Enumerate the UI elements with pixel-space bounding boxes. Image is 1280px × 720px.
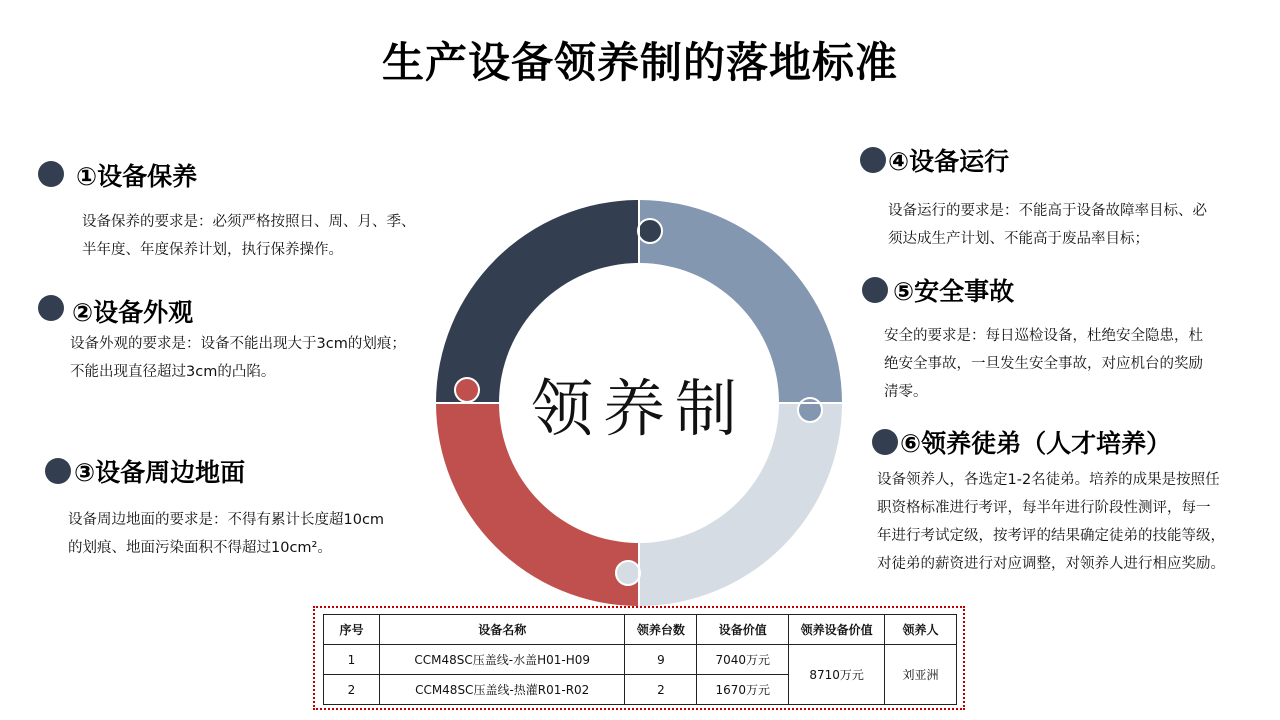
header-name: 设备名称 (379, 615, 625, 645)
cell-count: 2 (625, 675, 697, 705)
section-1-bullet (38, 161, 64, 187)
header-no: 序号 (324, 615, 380, 645)
section-6-line-2: 职资格标准进行考评，每半年进行阶段性测评，每一 (877, 500, 1211, 516)
section-2-line-2: 不能出现直径超过3cm的凸陷。 (70, 364, 276, 380)
section-5-heading: ⑤安全事故 (893, 277, 1015, 306)
section-6-line-3: 年进行考试定级，按考评的结果确定徒弟的技能等级， (877, 528, 1225, 544)
section-4-bullet (860, 147, 886, 173)
section-3-heading: ③设备周边地面 (74, 458, 246, 487)
section-6-body (877, 466, 1272, 578)
cell-total-value: 8710万元 (789, 645, 885, 705)
section-3-bullet (45, 458, 71, 484)
section-1-heading: ①设备保养 (76, 162, 198, 191)
section-1-line-1: 设备保养的要求是：必须严格按照日、周、月、季、 (82, 214, 416, 230)
section-5-line-1: 安全的要求是：每日巡检设备，杜绝安全隐患，杜 (884, 328, 1203, 344)
section-2-line-1: 设备外观的要求是：设备不能出现大于3cm的划痕； (70, 336, 406, 352)
section-5-line-2: 绝安全事故，一旦发生安全事故，对应机台的奖励 (884, 356, 1203, 372)
section-1-body (82, 208, 462, 264)
section-2-bullet (38, 295, 64, 321)
section-2-heading: ②设备外观 (72, 298, 194, 327)
cell-name: CCM48SC压盖线-水盖H01-H09 (379, 645, 625, 675)
section-3-line-1: 设备周边地面的要求是：不得有累计长度超10cm (68, 512, 385, 528)
page-title: 生产设备领养制的落地标准 (381, 38, 898, 87)
section-5-line-3: 清零。 (884, 384, 928, 400)
table-row (324, 645, 957, 675)
section-4-line-2: 须达成生产计划、不能高于废品率目标； (888, 231, 1149, 247)
section-6-line-1: 设备领养人，各选定1-2名徒弟。培养的成果是按照任 (877, 472, 1220, 488)
header-count: 领养台数 (625, 615, 697, 645)
section-3-line-2: 的划痕、地面污染面积不得超过10cm²。 (68, 540, 332, 556)
ring-diagram (436, 200, 842, 606)
section-4-heading: ④设备运行 (888, 147, 1010, 176)
section-5-bullet (862, 277, 888, 303)
header-total-value: 领养设备价值 (789, 615, 885, 645)
cell-name: CCM48SC压盖线-热灌R01-R02 (379, 675, 625, 705)
cell-count: 9 (625, 645, 697, 675)
equipment-table-frame (313, 606, 965, 710)
section-1-line-2: 半年度、年度保养计划，执行保养操作。 (82, 242, 343, 258)
center-label: 领养制 (530, 371, 747, 445)
section-6-line-4: 对徒弟的薪资进行对应调整，对领养人进行相应奖励。 (877, 556, 1225, 572)
section-2-body (70, 330, 450, 386)
cell-value: 1670万元 (697, 675, 789, 705)
section-5-body (884, 322, 1254, 406)
header-adopter: 领养人 (885, 615, 957, 645)
cell-adopter: 刘亚洲 (885, 645, 957, 705)
header-value: 设备价值 (697, 615, 789, 645)
section-3-body (68, 506, 438, 562)
table-header-row (324, 615, 957, 645)
cell-no: 2 (324, 675, 380, 705)
equipment-table (323, 614, 957, 705)
section-4-body (888, 197, 1258, 253)
cell-no: 1 (324, 645, 380, 675)
cell-value: 7040万元 (697, 645, 789, 675)
section-6-heading: ⑥领养徒弟（人才培养） (900, 429, 1172, 458)
section-6-bullet (872, 429, 898, 455)
section-4-line-1: 设备运行的要求是：不能高于设备故障率目标、必 (888, 203, 1207, 219)
